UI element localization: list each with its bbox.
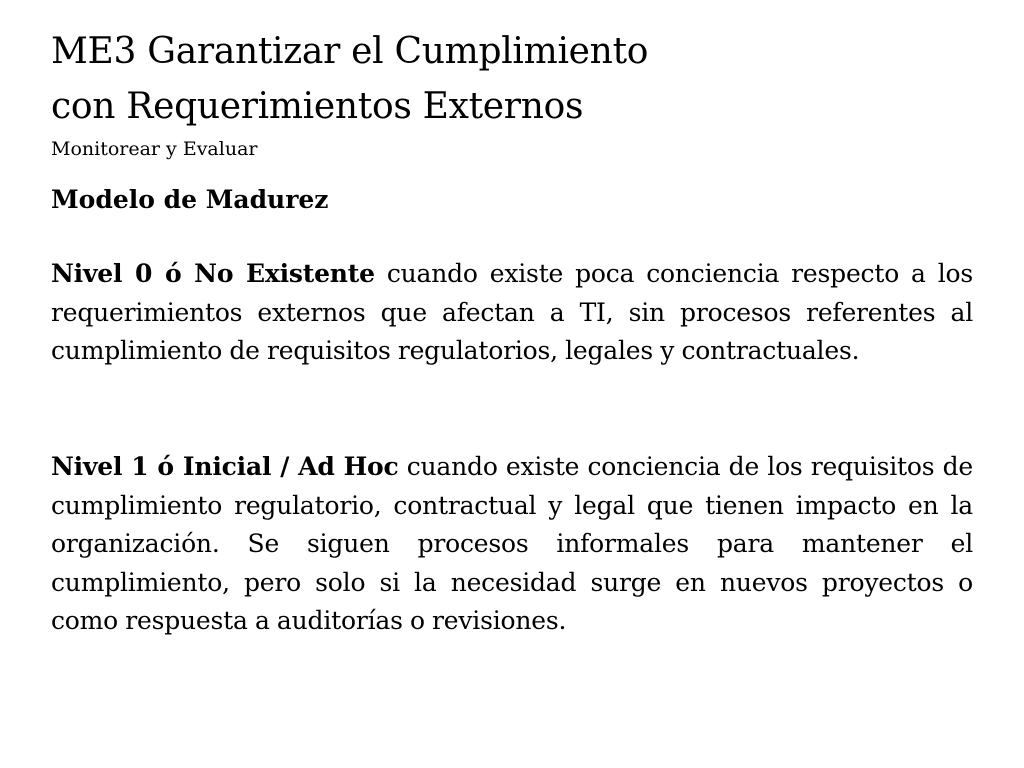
level-0-term: Nivel 0 ó No Existente xyxy=(51,259,375,288)
title-line-2: con Requerimientos Externos xyxy=(51,86,584,127)
title-line-1: ME3 Garantizar el Cumplimiento xyxy=(51,31,649,72)
level-1-description: cuando existe conciencia de los requisitos de cumplimiento regulatorio, contractual y legal que tienen impacto en la organización. Se siguen procesos informales para mantener el cumplimiento, pero solo si la necesidad surge en nuevos proyectos o como respuesta a auditorías o revisiones. xyxy=(51,452,973,636)
subtitle: Monitorear y Evaluar xyxy=(51,138,258,160)
level-1-paragraph xyxy=(51,448,973,641)
level-0-description: cuando existe poca conciencia respecto a los requerimientos externos que afectan a TI, sin procesos referentes al cumplimiento de requisitos regulatorios, legales y contractuales. xyxy=(51,259,973,366)
section-heading: Modelo de Madurez xyxy=(51,185,329,214)
level-0-paragraph xyxy=(51,255,973,371)
level-1-term: Nivel 1 ó Inicial / Ad Hoc xyxy=(51,452,399,481)
